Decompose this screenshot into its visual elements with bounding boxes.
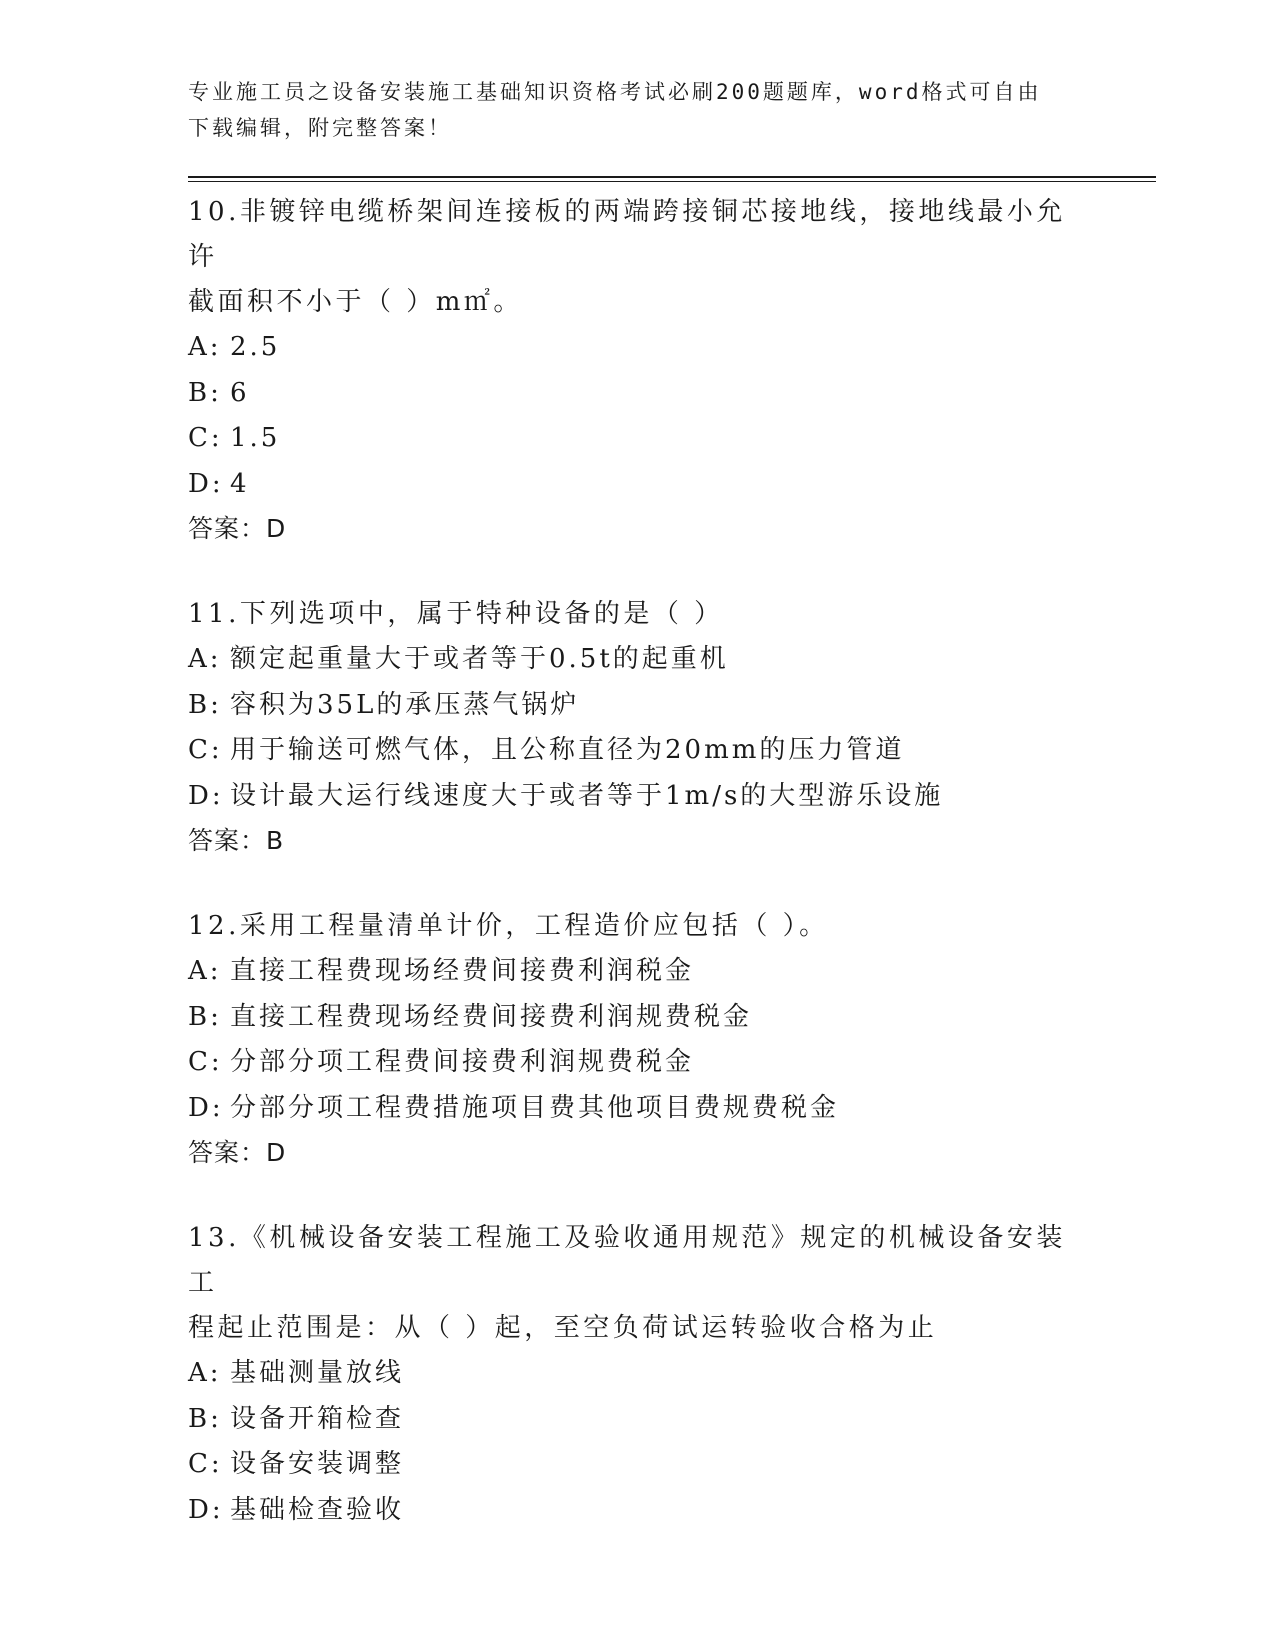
question-spacer (188, 863, 1088, 904)
header-line-1: 专业施工员之设备安装施工基础知识资格考试必刷200题题库，word格式可自由 (188, 80, 1042, 104)
option-key: C: (188, 423, 223, 453)
question-spacer (188, 551, 1088, 592)
option-c (188, 728, 1088, 774)
answer-line: 答案：D (188, 514, 287, 543)
option-key: D: (188, 1092, 224, 1123)
question-list (188, 190, 1088, 1533)
option-d (188, 462, 1088, 508)
option-text: 6 (230, 377, 250, 408)
document-header (188, 74, 1088, 146)
option-text: 分部分项工程费间接费利润规费税金 (230, 1047, 695, 1077)
option-b (188, 995, 1088, 1041)
answer-line: 答案：B (188, 826, 285, 855)
question-10 (188, 190, 1088, 551)
option-text: 用于输送可燃气体，且公称直径为20mm的压力管道 (230, 735, 905, 765)
option-text: 分部分项工程费措施项目费其他项目费规费税金 (230, 1092, 840, 1123)
option-key: D: (188, 468, 224, 499)
option-text: 基础测量放线 (230, 1358, 405, 1388)
option-text: 2.5 (230, 332, 281, 362)
option-a (188, 637, 1088, 683)
question-stem-line-2: 程起止范围是：从（ ）起，至空负荷试运转验收合格为止 (188, 1313, 938, 1343)
option-key: A: (188, 1358, 222, 1388)
question-11 (188, 592, 1088, 863)
answer-line: 答案：D (188, 1138, 287, 1167)
option-c (188, 416, 1088, 462)
header-divider (188, 176, 1156, 178)
option-b (188, 1397, 1088, 1443)
question-spacer (188, 1175, 1088, 1216)
option-d (188, 1086, 1088, 1132)
option-d (188, 774, 1088, 820)
option-c (188, 1442, 1088, 1488)
question-stem-line-1: 10.非镀锌电缆桥架间连接板的两端跨接铜芯接地线，接地线最小允许 (188, 197, 1066, 272)
option-key: D: (188, 1494, 224, 1525)
option-key: A: (188, 956, 222, 986)
option-key: B: (188, 377, 222, 408)
option-key: A: (188, 332, 222, 362)
option-key: B: (188, 1001, 222, 1032)
option-text: 直接工程费现场经费间接费利润税金 (230, 956, 695, 986)
header-divider-thin (188, 181, 1156, 182)
option-text: 容积为35L的承压蒸气锅炉 (230, 689, 580, 720)
option-c (188, 1040, 1088, 1086)
option-key: C: (188, 735, 223, 765)
question-12 (188, 904, 1088, 1175)
option-text: 设备安装调整 (230, 1449, 405, 1479)
question-stem-line-2: 截面积不小于（ ）m㎡。 (188, 287, 523, 317)
option-text: 直接工程费现场经费间接费利润规费税金 (230, 1001, 753, 1032)
option-key: B: (188, 689, 222, 720)
question-stem-line-1: 11.下列选项中，属于特种设备的是（ ） (188, 599, 724, 629)
option-a (188, 325, 1088, 371)
option-a (188, 1351, 1088, 1397)
option-text: 基础检查验收 (230, 1494, 405, 1525)
question-stem-line-1: 12.采用工程量清单计价，工程造价应包括（ ）。 (188, 911, 829, 941)
option-key: C: (188, 1047, 223, 1077)
option-key: B: (188, 1403, 222, 1434)
option-key: A: (188, 644, 222, 674)
option-text: 额定起重量大于或者等于0.5t的起重机 (230, 644, 729, 674)
option-text: 设计最大运行线速度大于或者等于1m/s的大型游乐设施 (230, 780, 944, 811)
option-key: D: (188, 780, 224, 811)
option-text: 设备开箱检查 (230, 1403, 405, 1434)
option-b (188, 683, 1088, 729)
option-text: 4 (230, 468, 250, 499)
question-stem-line-1: 13.《机械设备安装工程施工及验收通用规范》规定的机械设备安装工 (188, 1223, 1066, 1298)
option-text: 1.5 (230, 423, 281, 453)
option-d (188, 1488, 1088, 1534)
option-b (188, 371, 1088, 417)
header-line-2: 下载编辑，附完整答案！ (188, 116, 452, 140)
option-key: C: (188, 1449, 223, 1479)
option-a (188, 949, 1088, 995)
question-13 (188, 1216, 1088, 1533)
